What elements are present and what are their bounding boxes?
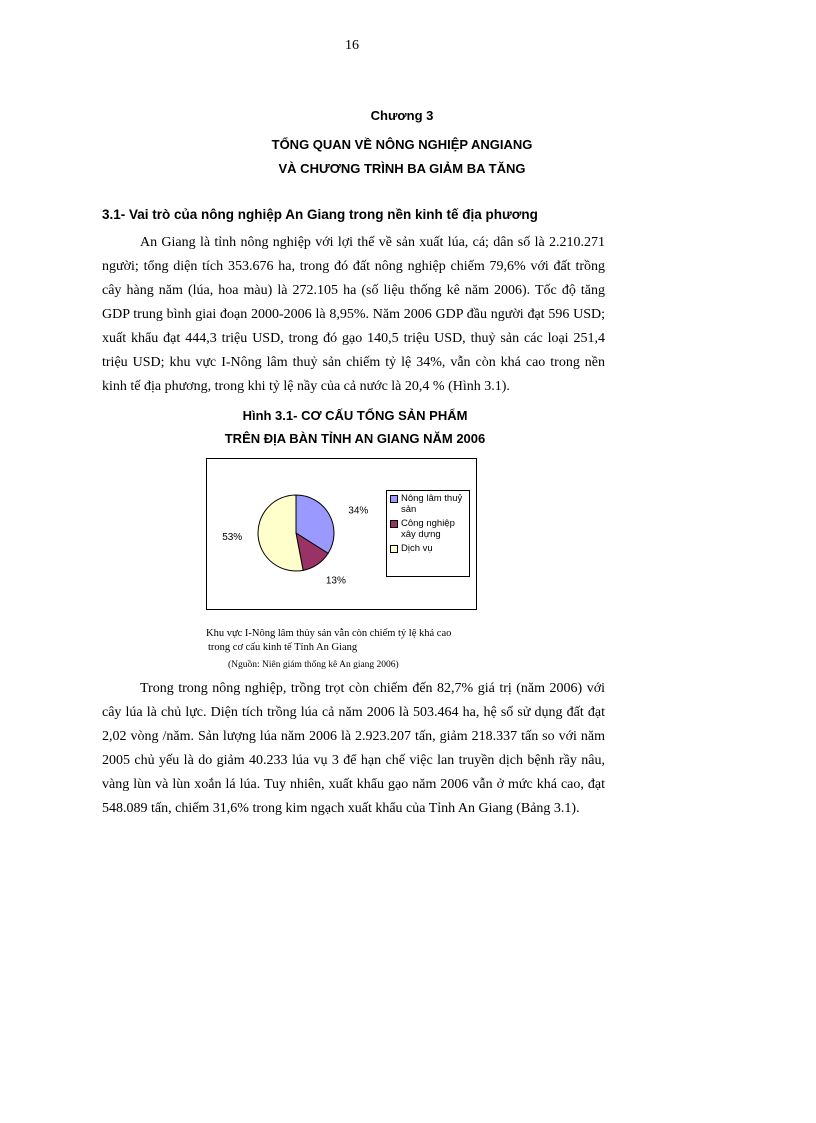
data-label-agriculture: 34%	[348, 505, 369, 517]
legend-item-industry	[390, 518, 466, 540]
figure-title-line1: Hình 3.1- CƠ CẤU TỔNG SẢN PHẨM	[242, 408, 468, 423]
legend-swatch-industry	[390, 520, 398, 528]
legend-item-services	[390, 543, 466, 554]
figure-caption-line1: Khu vực I-Nông lâm thủy sản vẫn còn chiếm tỷ lệ khá cao	[206, 628, 452, 639]
legend-item-agriculture	[390, 493, 466, 515]
chapter-title-line2: VÀ CHƯƠNG TRÌNH BA GIẢM BA TĂNG	[278, 161, 526, 176]
paragraph-2: Trong trong nông nghiệp, trồng trọt còn chiếm đến 82,7% giá trị (năm 2006) với cây lúa là chủ lực. Diện tích trồng lúa cả năm 2006 là 503.464 ha, hệ số sử dụng đất đạt 2,02 vòng /năm. Sản lượng lúa năm 2006 là 2.923.207 tấn, giảm 218.337 tấn so với năm 2005 chủ yếu là do giảm 40.233 lúa vụ 3 để hạn chế việc lan truyền dịch bệnh rầy nâu, vàng lùn và lùn xoắn lá lúa. Tuy nhiên, xuất khẩu gạo năm 2006 vẫn ở mức khá cao, đạt 548.089 tấn, chiếm 31,6% trong kim ngạch xuất khẩu của Tỉnh An Giang (Bảng 3.1).	[102, 681, 605, 816]
legend-label-services: Dịch vụ	[401, 543, 433, 554]
legend-swatch-services	[390, 545, 398, 553]
paragraph-1: An Giang là tỉnh nông nghiệp với lợi thế về sản xuất lúa, cá; dân số là 2.210.271 người; tổng diện tích 353.676 ha, trong đó đất nông nghiệp chiếm 79,6% với đất trồng cây hàng năm (lúa, hoa màu) là 272.105 ha (số liệu thống kê năm 2006). Tốc độ tăng GDP trung bình giai đoạn 2000-2006 là 8,95%. Năm 2006 GDP đầu người đạt 596 USD; xuất khẩu đạt 444,3 triệu USD, trong đó gạo 140,5 triệu USD, thuỷ sản các loại 251,4 triệu USD; khu vực I-Nông lâm thuỷ sản chiếm tỷ lệ 34%, vẫn còn khá cao trong nền kinh tế địa phương, trong khi tỷ lệ nầy của cả nước là 20,4 % (Hình 3.1).	[102, 235, 605, 394]
figure-caption-line2: trong cơ cấu kinh tế Tỉnh An Giang	[208, 642, 358, 653]
chapter-heading: Chương 3	[370, 108, 434, 123]
legend-label-agriculture: Nông lâm thuỷ sản	[401, 493, 463, 515]
section-heading: 3.1- Vai trò của nông nghiệp An Giang trong nền kinh tế địa phương	[102, 207, 538, 222]
data-label-services: 53%	[222, 531, 243, 543]
page-number: 16	[345, 38, 359, 53]
figure-title-line2: TRÊN ĐỊA BÀN TỈNH AN GIANG NĂM 2006	[224, 431, 486, 446]
figure-source: (Nguồn: Niên giám thống kê An giang 2006)	[228, 660, 399, 670]
legend-swatch-agriculture	[390, 495, 398, 503]
data-label-industry: 13%	[325, 575, 346, 587]
legend-label-industry: Công nghiệp xây dựng	[401, 518, 455, 540]
chart-legend	[386, 490, 470, 577]
chapter-title-line1: TỔNG QUAN VỀ NÔNG NGHIỆP ANGIANG	[271, 137, 533, 152]
